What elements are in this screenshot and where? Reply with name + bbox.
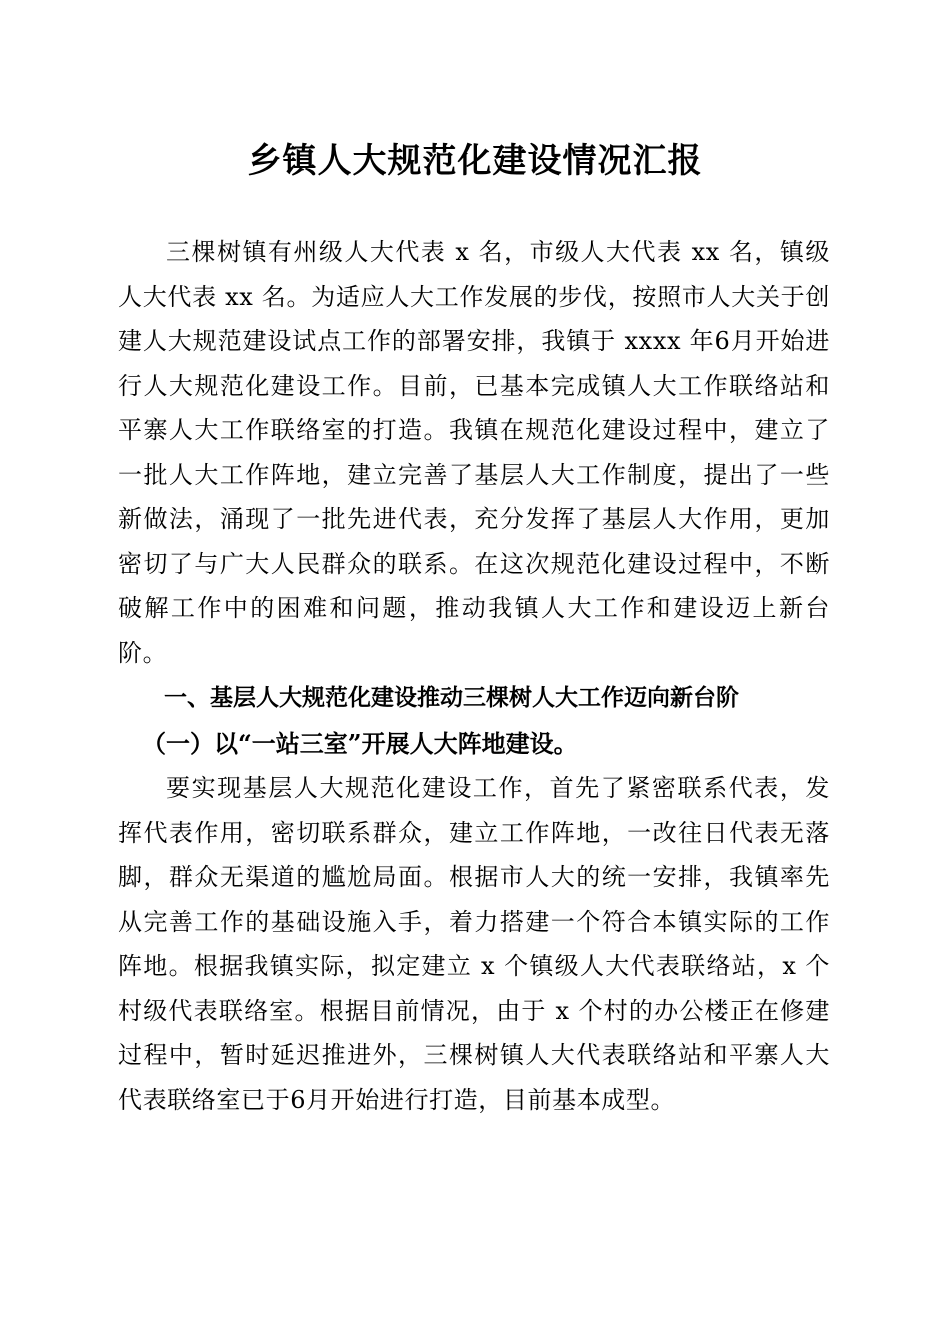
section-heading-1: 一、基层人大规范化建设推动三棵树人大工作迈向新台阶 [164,685,739,711]
subsection-heading-1: （一）以“一站三室”开展人大阵地建设。 [142,729,578,758]
paragraph-station-construction: 要实现基层人大规范化建设工作，首先了紧密联系代表，发挥代表作用，密切联系群众，建立工作阵地，一改往日代表无落脚，群众无渠道的尴尬局面。根据市人大的统一安排，我镇率先从完善工作的基础设施入手，着力搭建一个符合本镇实际的工作阵地。根据我镇实际，拟定建立 x 个镇级人大代表联络站，x 个村级代表联络室。根据目前情况，由于 x 个村的办公楼正在修建过程中，暂时延迟推进外，三棵树镇人大代表联络站和平寨人大代表联络室已于6月开始进行打造，目前基本成型。 [118,774,830,1114]
paragraph-intro: 三棵树镇有州级人大代表 x 名，市级人大代表 xx 名，镇级人大代表 xx 名。为适应人大工作发展的步伐，按照市人大关于创建人大规范建设试点工作的部署安排，我镇于 xxxx 年6月开始进行人大规范化建设工作。目前，已基本完成镇人大工作联络站和平寨人大工作联络室的打造。我镇在规范化建设过程中，建立了一批人大工作阵地，建立完善了基层人大工作制度，提出了一些新做法，涌现了一批先进代表，充分发挥了基层人大作用，更加密切了与广大人民群众的联系。在这次规范化建设过程中，不断破解工作中的困难和问题，推动我镇人大工作和建设迈上新台阶。 [118,238,830,667]
document-title: 乡镇人大规范化建设情况汇报 [247,141,703,181]
